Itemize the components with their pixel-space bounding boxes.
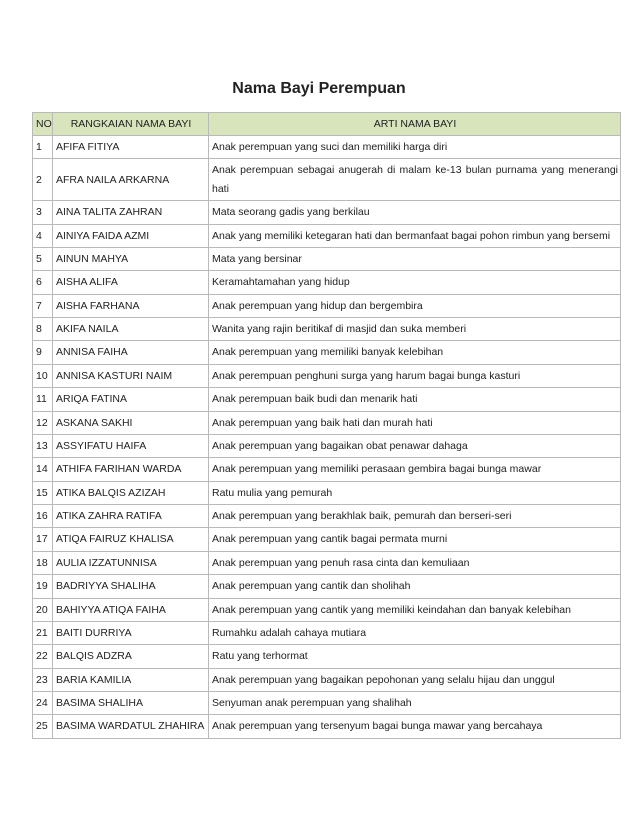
- baby-name: AISHA ALIFA: [53, 271, 209, 294]
- row-number: 9: [33, 341, 53, 364]
- name-meaning: Anak perempuan yang hidup dan bergembira: [209, 294, 621, 317]
- row-number: 1: [33, 136, 53, 159]
- name-meaning: Mata seorang gadis yang berkilau: [209, 201, 621, 224]
- baby-name: AKIFA NAILA: [53, 318, 209, 341]
- table-row: [33, 692, 621, 715]
- row-number: 11: [33, 388, 53, 411]
- baby-name: BAHIYYA ATIQA FAIHA: [53, 598, 209, 621]
- baby-name: AINA TALITA ZAHRAN: [53, 201, 209, 224]
- table-row: [33, 271, 621, 294]
- name-meaning: Anak perempuan yang tersenyum bagai bunga mawar yang bercahaya: [209, 715, 621, 738]
- row-number: 4: [33, 224, 53, 247]
- baby-name: BADRIYYA SHALIHA: [53, 575, 209, 598]
- name-meaning: Anak yang memiliki ketegaran hati dan bermanfaat bagai pohon rimbun yang bersemi: [209, 224, 621, 247]
- baby-name: ATHIFA FARIHAN WARDA: [53, 458, 209, 481]
- row-number: 10: [33, 364, 53, 387]
- row-number: 8: [33, 318, 53, 341]
- baby-name: BARIA KAMILIA: [53, 668, 209, 691]
- baby-name: BASIMA SHALIHA: [53, 692, 209, 715]
- table-row: [33, 458, 621, 481]
- row-number: 24: [33, 692, 53, 715]
- baby-name: ANNISA FAIHA: [53, 341, 209, 364]
- table-row: [33, 136, 621, 159]
- column-header-no: NO: [33, 113, 53, 136]
- baby-name: AINIYA FAIDA AZMI: [53, 224, 209, 247]
- name-meaning: Anak perempuan yang cantik bagai permata murni: [209, 528, 621, 551]
- baby-name: BAITI DURRIYA: [53, 621, 209, 644]
- baby-name: ARIQA FATINA: [53, 388, 209, 411]
- name-meaning: Rumahku adalah cahaya mutiara: [209, 621, 621, 644]
- name-meaning: Anak perempuan yang memiliki banyak kelebihan: [209, 341, 621, 364]
- name-meaning: Anak perempuan sebagai anugerah di malam ke-13 bulan purnama yang menerangi hati: [209, 159, 621, 201]
- name-meaning: Anak perempuan yang suci dan memiliki harga diri: [209, 136, 621, 159]
- baby-name: BASIMA WARDATUL ZHAHIRA: [53, 715, 209, 738]
- name-meaning: Senyuman anak perempuan yang shalihah: [209, 692, 621, 715]
- name-meaning: Ratu mulia yang pemurah: [209, 481, 621, 504]
- table-row: [33, 318, 621, 341]
- name-meaning: Anak perempuan yang berakhlak baik, pemurah dan berseri-seri: [209, 505, 621, 528]
- baby-name: BALQIS ADZRA: [53, 645, 209, 668]
- table-row: [33, 388, 621, 411]
- baby-name: AFRA NAILA ARKARNA: [53, 159, 209, 201]
- table-row: [33, 715, 621, 738]
- column-header-name: RANGKAIAN NAMA BAYI: [53, 113, 209, 136]
- column-header-meaning: ARTI NAMA BAYI: [209, 113, 621, 136]
- name-meaning: Anak perempuan yang baik hati dan murah hati: [209, 411, 621, 434]
- table-row: [33, 528, 621, 551]
- table-row: [33, 621, 621, 644]
- row-number: 23: [33, 668, 53, 691]
- table-row: [33, 341, 621, 364]
- table-row: [33, 294, 621, 317]
- table-row: [33, 434, 621, 457]
- name-meaning: Anak perempuan baik budi dan menarik hati: [209, 388, 621, 411]
- row-number: 19: [33, 575, 53, 598]
- name-meaning: Anak perempuan yang memiliki perasaan gembira bagai bunga mawar: [209, 458, 621, 481]
- baby-names-table: [32, 112, 621, 739]
- row-number: 14: [33, 458, 53, 481]
- page-title: Nama Bayi Perempuan: [232, 80, 406, 97]
- table-row: [33, 481, 621, 504]
- row-number: 2: [33, 159, 53, 201]
- table-row: [33, 551, 621, 574]
- row-number: 3: [33, 201, 53, 224]
- name-meaning: Anak perempuan yang cantik dan sholihah: [209, 575, 621, 598]
- name-meaning: Mata yang bersinar: [209, 247, 621, 270]
- name-meaning: Keramahtamahan yang hidup: [209, 271, 621, 294]
- row-number: 25: [33, 715, 53, 738]
- name-meaning: Anak perempuan yang cantik yang memiliki keindahan dan banyak kelebihan: [209, 598, 621, 621]
- row-number: 7: [33, 294, 53, 317]
- table-row: [33, 668, 621, 691]
- table-row: [33, 224, 621, 247]
- row-number: 13: [33, 434, 53, 457]
- row-number: 20: [33, 598, 53, 621]
- baby-name: AISHA FARHANA: [53, 294, 209, 317]
- baby-name: ATIQA FAIRUZ KHALISA: [53, 528, 209, 551]
- baby-name: ASSYIFATU HAIFA: [53, 434, 209, 457]
- name-meaning: Anak perempuan yang penuh rasa cinta dan kemuliaan: [209, 551, 621, 574]
- table-row: [33, 505, 621, 528]
- table-row: [33, 201, 621, 224]
- baby-name: ATIKA ZAHRA RATIFA: [53, 505, 209, 528]
- row-number: 22: [33, 645, 53, 668]
- row-number: 21: [33, 621, 53, 644]
- baby-name: ATIKA BALQIS AZIZAH: [53, 481, 209, 504]
- table-row: [33, 159, 621, 201]
- row-number: 12: [33, 411, 53, 434]
- row-number: 18: [33, 551, 53, 574]
- baby-name: ANNISA KASTURI NAIM: [53, 364, 209, 387]
- name-meaning: Wanita yang rajin beritikaf di masjid dan suka memberi: [209, 318, 621, 341]
- baby-name: AINUN MAHYA: [53, 247, 209, 270]
- row-number: 17: [33, 528, 53, 551]
- table-row: [33, 645, 621, 668]
- baby-name: AFIFA FITIYA: [53, 136, 209, 159]
- row-number: 16: [33, 505, 53, 528]
- table-header-row: [33, 113, 621, 136]
- row-number: 5: [33, 247, 53, 270]
- table-row: [33, 364, 621, 387]
- name-meaning: Anak perempuan yang bagaikan pepohonan yang selalu hijau dan unggul: [209, 668, 621, 691]
- row-number: 6: [33, 271, 53, 294]
- table-row: [33, 247, 621, 270]
- table-row: [33, 598, 621, 621]
- name-meaning: Anak perempuan yang bagaikan obat penawar dahaga: [209, 434, 621, 457]
- table-row: [33, 575, 621, 598]
- baby-name: AULIA IZZATUNNISA: [53, 551, 209, 574]
- row-number: 15: [33, 481, 53, 504]
- name-meaning: Ratu yang terhormat: [209, 645, 621, 668]
- table-row: [33, 411, 621, 434]
- baby-name: ASKANA SAKHI: [53, 411, 209, 434]
- name-meaning: Anak perempuan penghuni surga yang harum bagai bunga kasturi: [209, 364, 621, 387]
